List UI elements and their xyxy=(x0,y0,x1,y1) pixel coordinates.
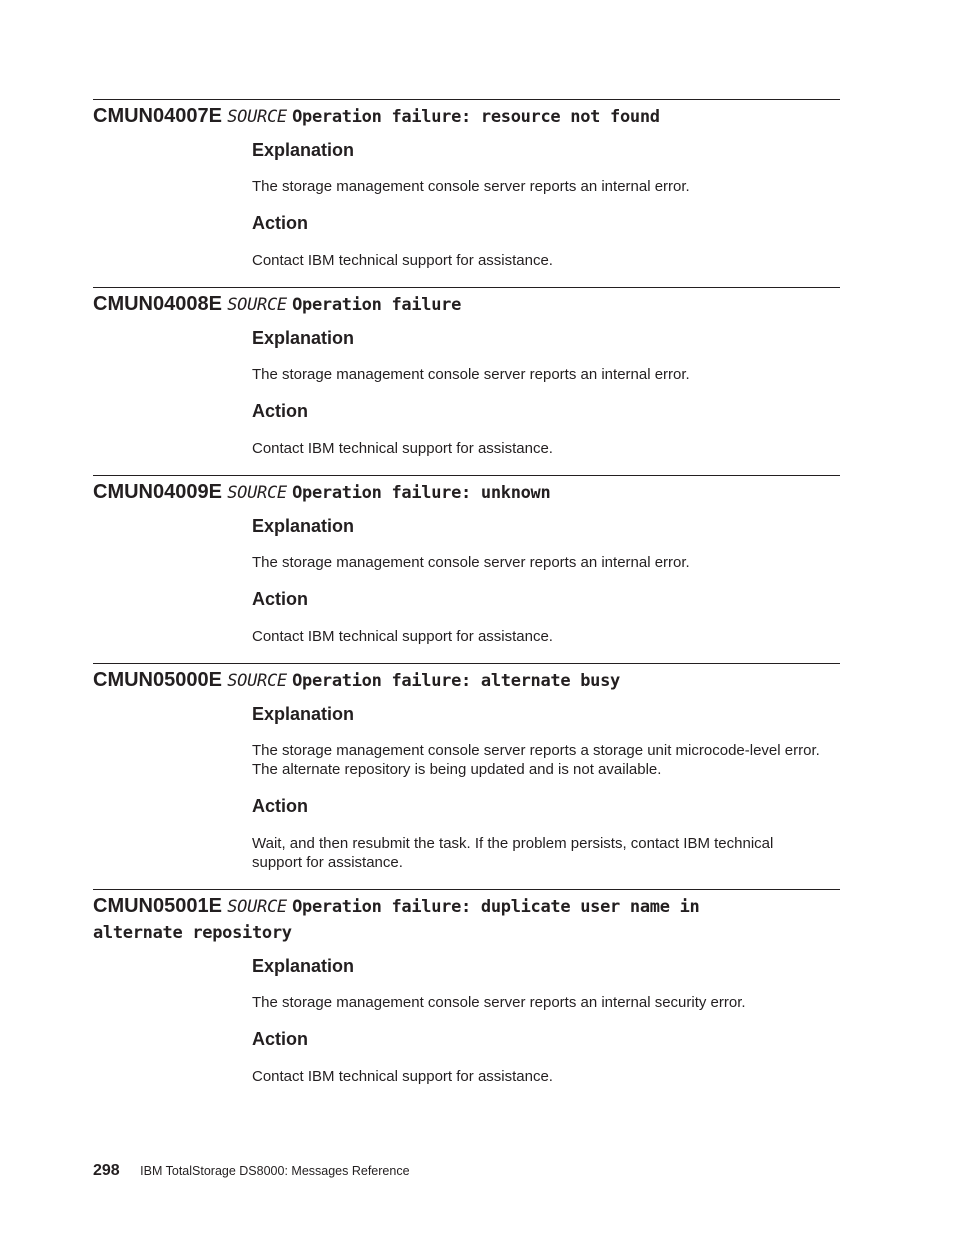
message-source: SOURCE xyxy=(227,295,287,315)
message-entry xyxy=(93,99,840,270)
action-text: Contact IBM technical support for assistance. xyxy=(252,628,553,645)
action-text: Contact IBM technical support for assistance. xyxy=(252,252,553,269)
message-text: Operation failure: duplicate user name in alternate repository xyxy=(93,897,700,943)
explanation-text: The storage management console server reports an internal error. xyxy=(252,554,690,571)
explanation-text: The storage management console server reports an internal error. xyxy=(252,178,690,195)
explanation-section xyxy=(252,515,840,572)
explanation-section xyxy=(252,703,840,779)
message-source: SOURCE xyxy=(227,483,287,503)
message-entry xyxy=(93,475,840,646)
action-section xyxy=(252,400,840,458)
message-source: SOURCE xyxy=(227,897,287,917)
message-id: CMUN04007E xyxy=(93,105,222,127)
message-source: SOURCE xyxy=(227,107,287,127)
explanation-title: Explanation xyxy=(252,956,355,976)
message-entry xyxy=(93,889,840,1086)
action-section xyxy=(252,588,840,646)
page-number: 298 xyxy=(93,1162,120,1179)
message-text: Operation failure: alternate busy xyxy=(292,671,620,691)
explanation-text: The storage management console server reports an internal security error. xyxy=(252,994,746,1011)
explanation-text: The storage management console server reports an internal error. xyxy=(252,366,690,383)
message-entry xyxy=(93,663,840,872)
document-title: IBM TotalStorage DS8000: Messages Reference xyxy=(140,1164,410,1178)
message-text: Operation failure: resource not found xyxy=(292,107,660,127)
action-title: Action xyxy=(252,401,308,421)
action-section xyxy=(252,795,840,872)
explanation-title: Explanation xyxy=(252,328,355,348)
message-id: CMUN04009E xyxy=(93,481,222,503)
action-text: Wait, and then resubmit the task. If the problem persists, contact IBM technical support for assistance. xyxy=(252,835,774,871)
explanation-title: Explanation xyxy=(252,140,355,160)
action-section xyxy=(252,212,840,270)
explanation-section xyxy=(252,327,840,384)
page-footer xyxy=(93,1162,410,1180)
message-heading xyxy=(93,288,840,318)
action-title: Action xyxy=(252,796,308,816)
message-heading xyxy=(93,664,840,694)
action-title: Action xyxy=(252,213,308,233)
message-id: CMUN05001E xyxy=(93,895,222,917)
action-title: Action xyxy=(252,589,308,609)
message-heading xyxy=(93,890,793,946)
explanation-text: The storage management console server reports a storage unit microcode-level error. The alternate repository is being updated and is not available. xyxy=(252,742,820,778)
message-text: Operation failure xyxy=(292,295,462,315)
message-heading xyxy=(93,476,840,506)
message-source: SOURCE xyxy=(227,671,287,691)
message-text: Operation failure: unknown xyxy=(292,483,551,503)
action-section xyxy=(252,1028,840,1086)
explanation-title: Explanation xyxy=(252,704,355,724)
explanation-section xyxy=(252,139,840,196)
explanation-section xyxy=(252,955,840,1012)
action-title: Action xyxy=(252,1029,308,1049)
message-heading xyxy=(93,100,840,130)
message-id: CMUN04008E xyxy=(93,293,222,315)
action-text: Contact IBM technical support for assistance. xyxy=(252,1068,553,1085)
message-id: CMUN05000E xyxy=(93,669,222,691)
message-entry xyxy=(93,287,840,458)
action-text: Contact IBM technical support for assistance. xyxy=(252,440,553,457)
explanation-title: Explanation xyxy=(252,516,355,536)
